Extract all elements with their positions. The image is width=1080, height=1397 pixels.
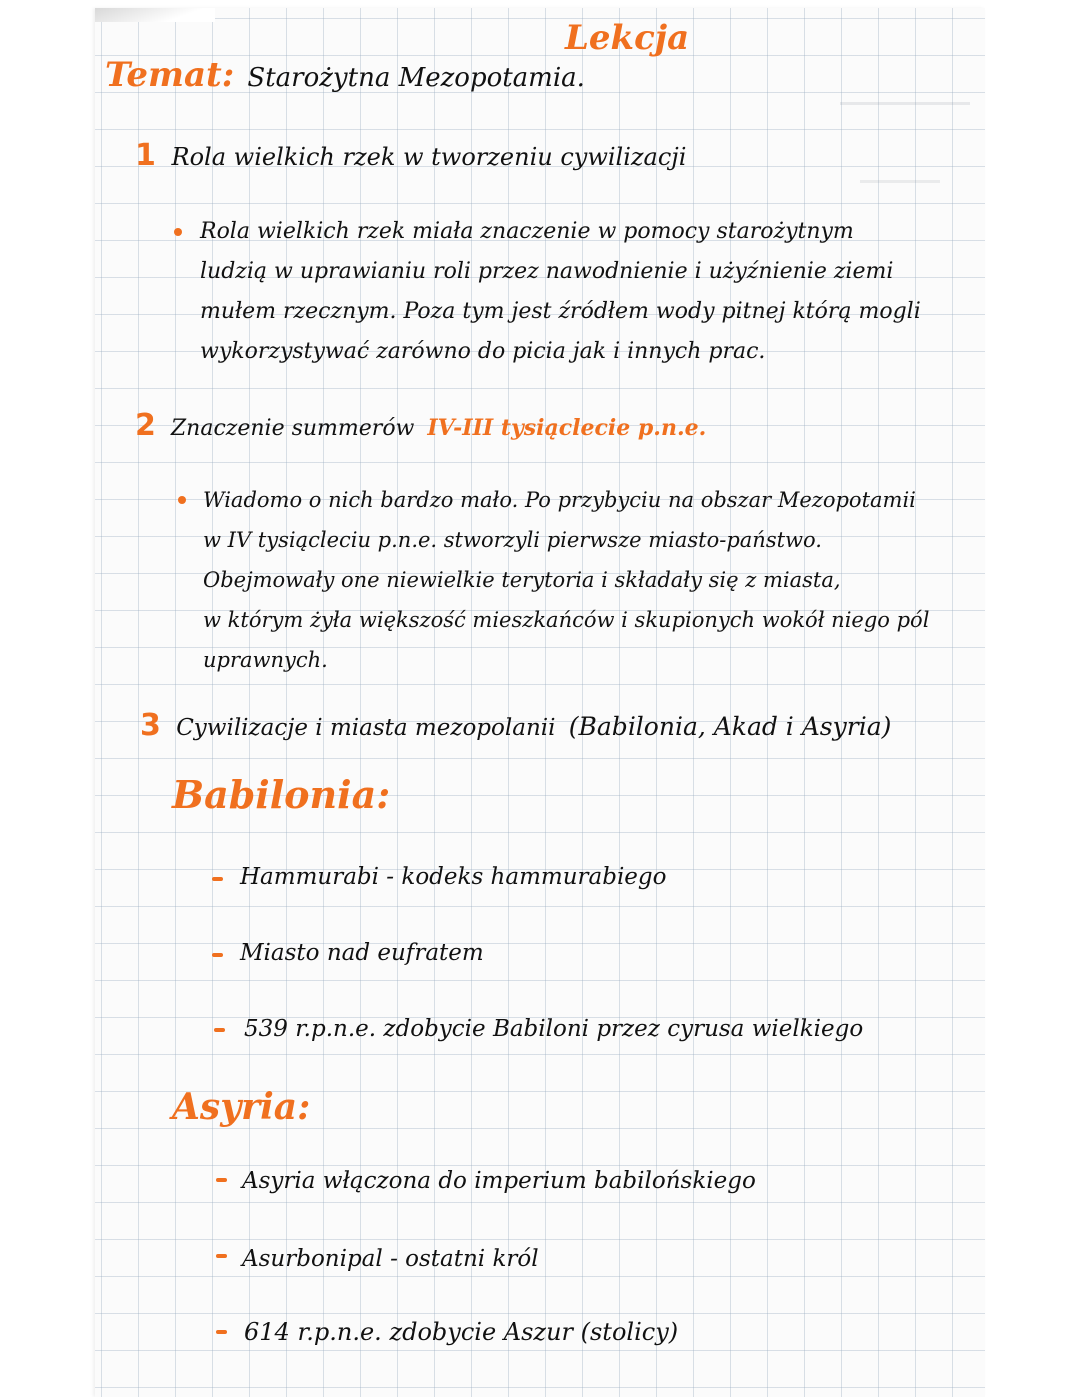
asyria-item: 614 r.p.n.e. zdobycie Aszur (stolicy) [244, 1318, 679, 1346]
section-number: 1 [135, 138, 156, 173]
asyria-item: Asurbonipal - ostatni król [242, 1246, 539, 1272]
text-line: w którym żyła większość mieszkańców i skupionych wokół niego pól [203, 608, 930, 632]
list-dash [212, 877, 223, 881]
topic-line [105, 55, 585, 95]
text-line: uprawnych. [203, 648, 328, 672]
section-title: Znaczenie summerów [170, 416, 415, 441]
bleed-through-shape [840, 80, 970, 105]
text-line: ludzią w uprawianiu roli przez nawodnienie i użyźnienie ziemi [200, 259, 894, 284]
bullet-dot [178, 496, 186, 504]
babilonia-heading: Babilonia: [172, 772, 391, 817]
list-dash [214, 1028, 225, 1032]
topic-value: Starożytna Mezopotamia. [247, 63, 585, 93]
section-1-title [135, 138, 686, 173]
asyria-heading: Asyria: [172, 1086, 311, 1128]
text-line: mułem rzecznym. Poza tym jest źródłem wody pitnej którą mogli [200, 299, 921, 324]
list-dash [216, 1178, 227, 1182]
asyria-item: Asyria włączona do imperium babilońskiego [242, 1168, 756, 1194]
text-line: Wiadomo o nich bardzo mało. Po przybyciu na obszar Mezopotamii [203, 488, 916, 512]
text-line: Rola wielkich rzek miała znaczenie w pomocy starożytnym [200, 219, 854, 244]
section-title-paren: (Babilonia, Akad i Asyria) [568, 712, 892, 741]
list-dash [216, 1330, 227, 1334]
text-line: wykorzystywać zarówno do picia jak i innych prac. [200, 339, 766, 364]
section-3-title [140, 708, 891, 743]
list-dash [216, 1254, 227, 1258]
lesson-header: Lekcja [565, 18, 690, 58]
text-line: Obejmowały one niewielkie terytoria i składały się z miasta, [203, 568, 841, 592]
section-title-date: IV-III tysiąclecie p.n.e. [427, 415, 707, 441]
section-2-title [135, 408, 706, 443]
section-2-text [203, 480, 929, 680]
section-title: Rola wielkich rzek w tworzeniu cywilizacji [171, 143, 687, 171]
section-number: 2 [135, 408, 156, 443]
list-dash [212, 953, 223, 957]
text-line: w IV tysiącleciu p.n.e. stworzyli pierwsze miasto-państwo. [203, 528, 822, 552]
section-title: Cywilizacje i miasta mezopolanii [176, 715, 556, 741]
babilonia-item: Hammurabi - kodeks hammurabiego [240, 864, 667, 890]
section-number: 3 [140, 708, 161, 743]
bleed-through-shape [860, 160, 940, 183]
babilonia-item: Miasto nad eufratem [240, 940, 484, 966]
page-corner [95, 8, 215, 22]
babilonia-item: 539 r.p.n.e. zdobycie Babiloni przez cyrusa wielkiego [244, 1016, 864, 1042]
bullet-dot [174, 228, 182, 236]
section-1-text [200, 212, 921, 372]
topic-label: Temat: [105, 55, 235, 95]
